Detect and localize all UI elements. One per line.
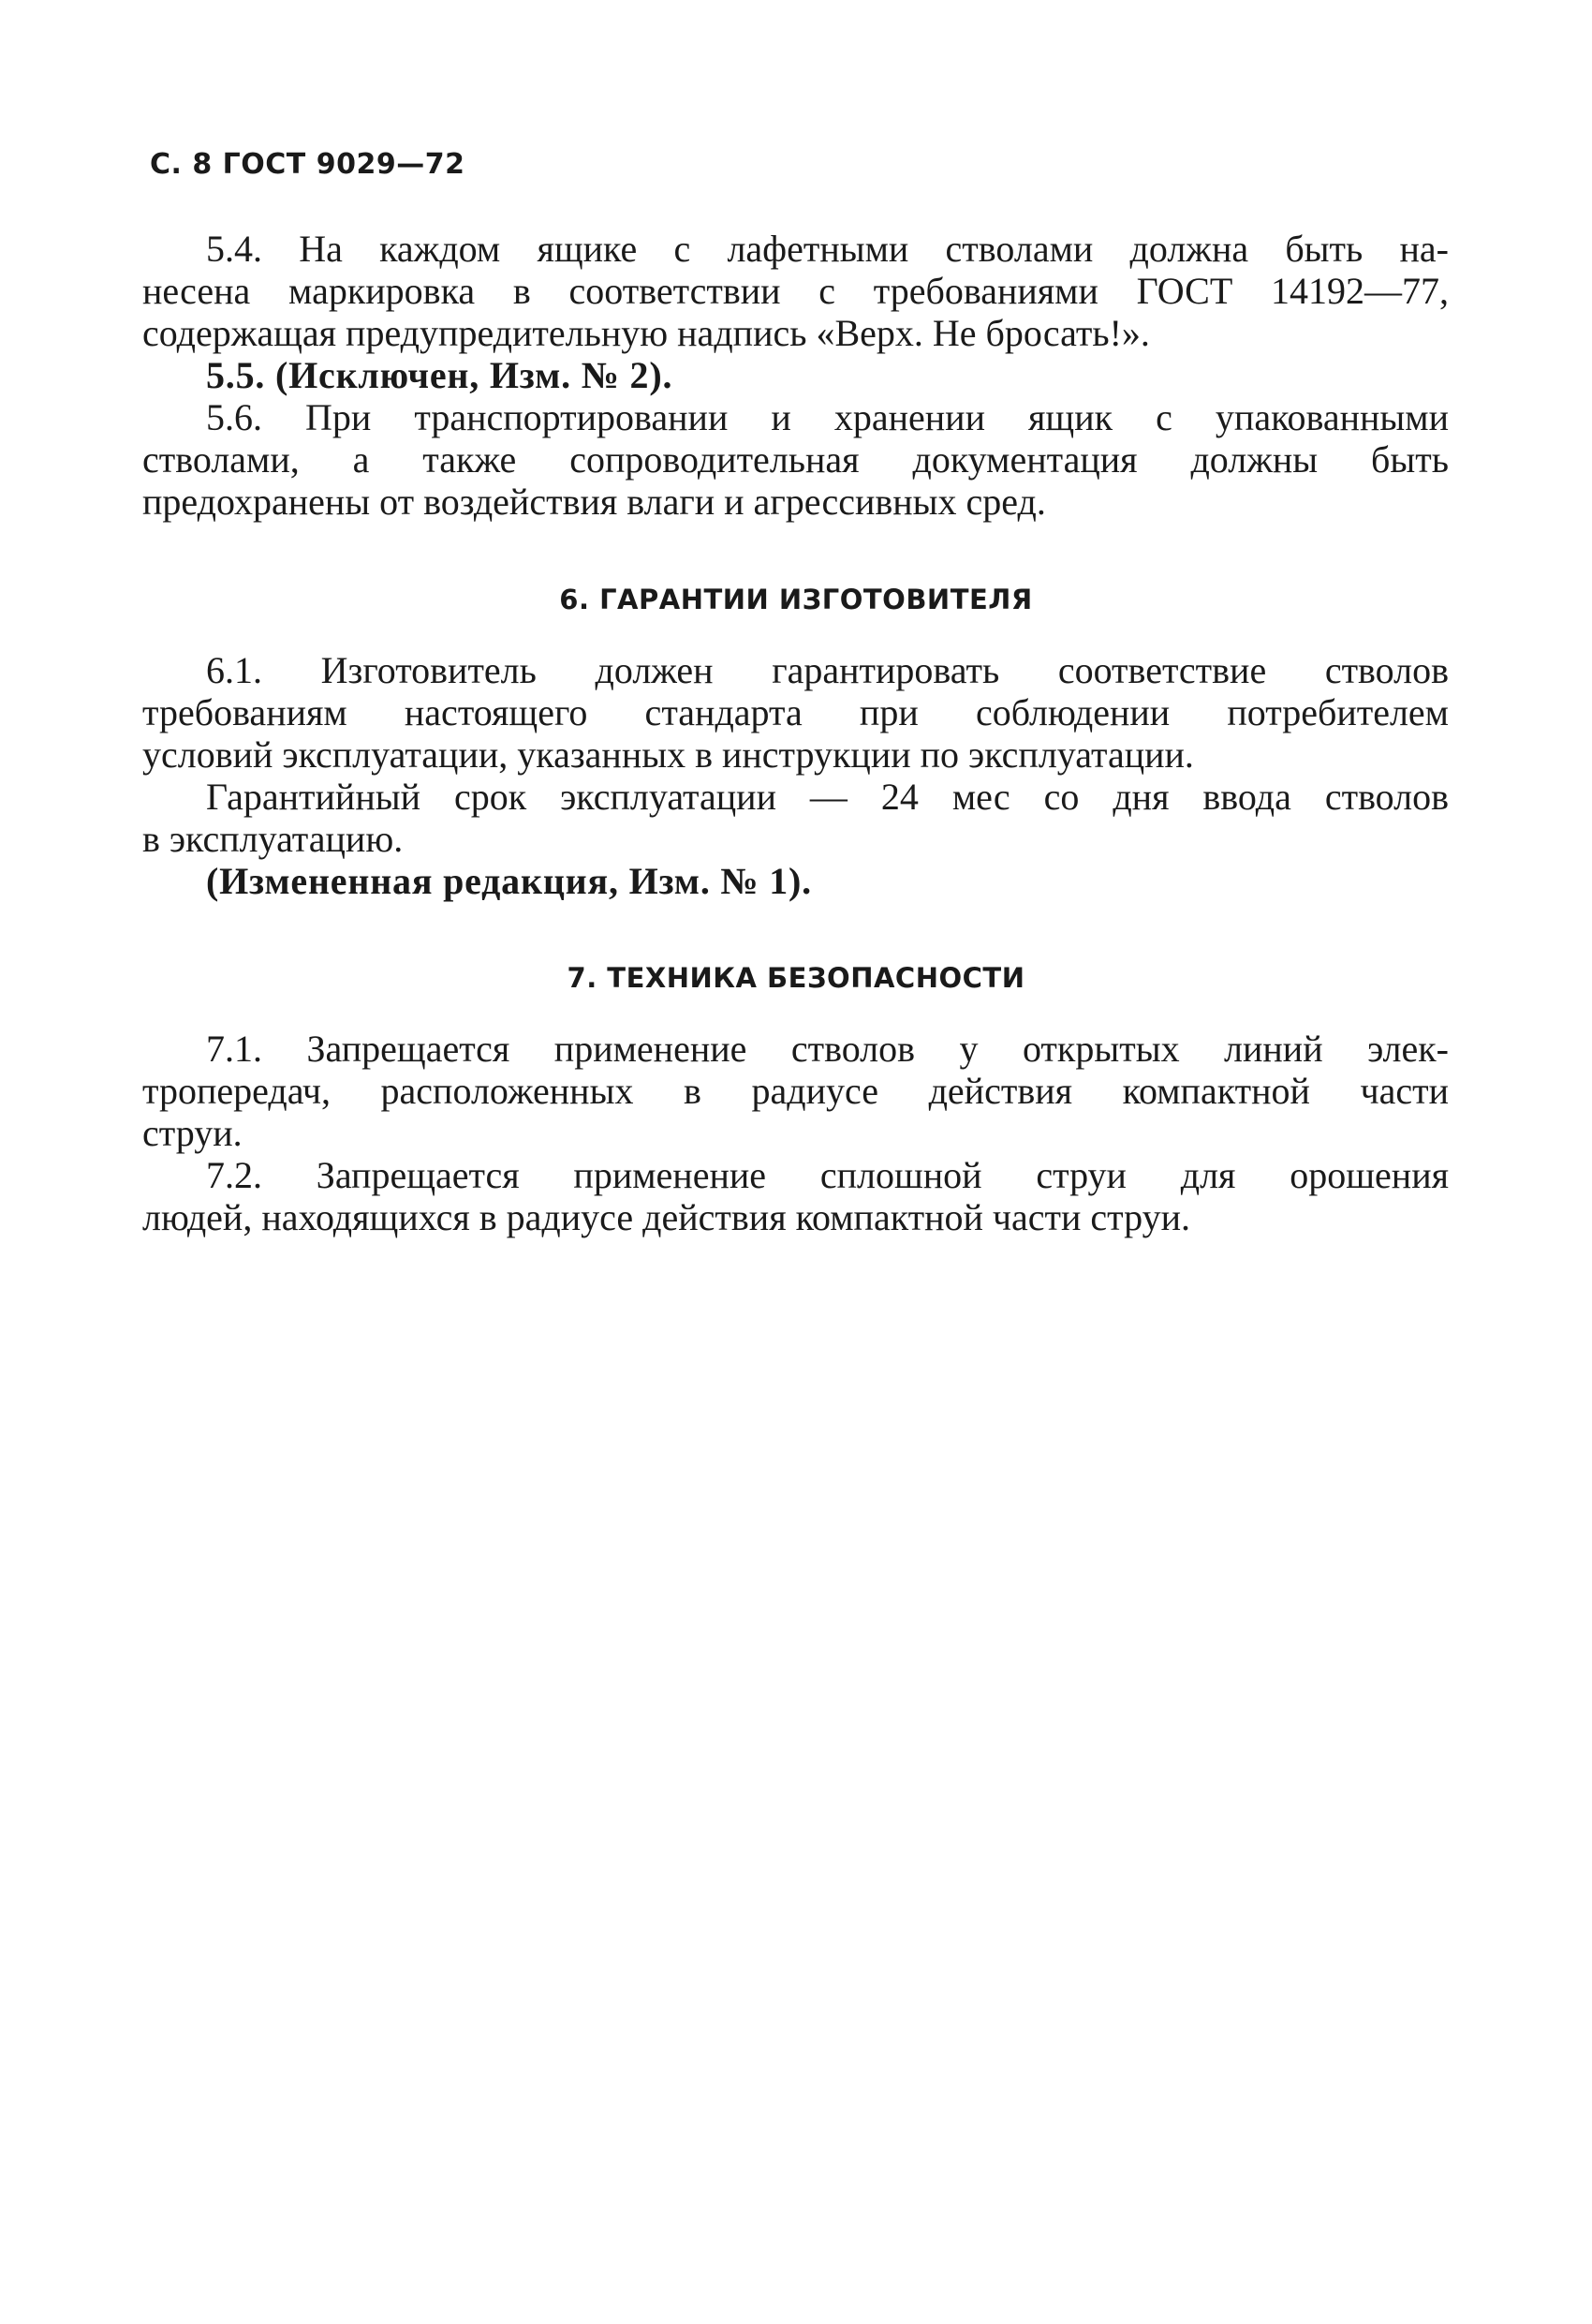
section-5 xyxy=(142,228,1449,523)
paragraph-7-2-line: 7.2. Запрещается применение сплошной струи для орошения xyxy=(206,1154,1449,1196)
warranty-line: в эксплуатацию. xyxy=(142,818,404,860)
paragraph-7-1-line: струи. xyxy=(142,1112,243,1154)
paragraph-5-6-line: 5.6. При транспортировании и хранении ящик с упакованными xyxy=(206,396,1449,438)
section-7 xyxy=(142,1028,1449,1238)
section-6-title: 6. ГАРАНТИИ ИЗГОТОВИТЕЛЯ xyxy=(559,584,1033,615)
paragraph-5-6-line: стволами, а также сопроводительная документация должны быть xyxy=(142,438,1449,481)
paragraph-5-6-line: предохранены от воздействия влаги и агрессивных сред. xyxy=(142,481,1046,523)
page-header: С. 8 ГОСТ 9029—72 xyxy=(150,148,465,181)
section-6 xyxy=(142,649,1449,902)
paragraph-5-5: 5.5. (Исключен, Изм. № 2). xyxy=(206,354,673,396)
paragraph-6-1-line: требованиям настоящего стандарта при соблюдении потребителем xyxy=(142,691,1449,733)
amendment-note: (Измененная редакция, Изм. № 1). xyxy=(206,860,812,902)
paragraph-5-4-line: 5.4. На каждом ящике с лафетными стволами должна быть на- xyxy=(206,228,1449,270)
paragraph-5-4-line: содержащая предупредительную надпись «Верх. Не бросать!». xyxy=(142,312,1150,354)
paragraph-6-1-line: 6.1. Изготовитель должен гарантировать соответствие стволов xyxy=(206,649,1449,691)
paragraph-6-1-line: условий эксплуатации, указанных в инструкции по эксплуатации. xyxy=(142,733,1194,776)
section-7-title: 7. ТЕХНИКА БЕЗОПАСНОСТИ xyxy=(567,962,1025,994)
paragraph-7-2-line: людей, находящихся в радиусе действия компактной части струи. xyxy=(142,1196,1191,1238)
paragraph-5-4-line: несена маркировка в соответствии с требованиями ГОСТ 14192—77, xyxy=(142,270,1449,312)
warranty-line: Гарантийный срок эксплуатации — 24 мес со дня ввода стволов xyxy=(206,776,1449,818)
paragraph-7-1-line: 7.1. Запрещается применение стволов у открытых линий элек- xyxy=(206,1028,1449,1070)
paragraph-7-1-line: тропередач, расположенных в радиусе действия компактной части xyxy=(142,1070,1449,1112)
